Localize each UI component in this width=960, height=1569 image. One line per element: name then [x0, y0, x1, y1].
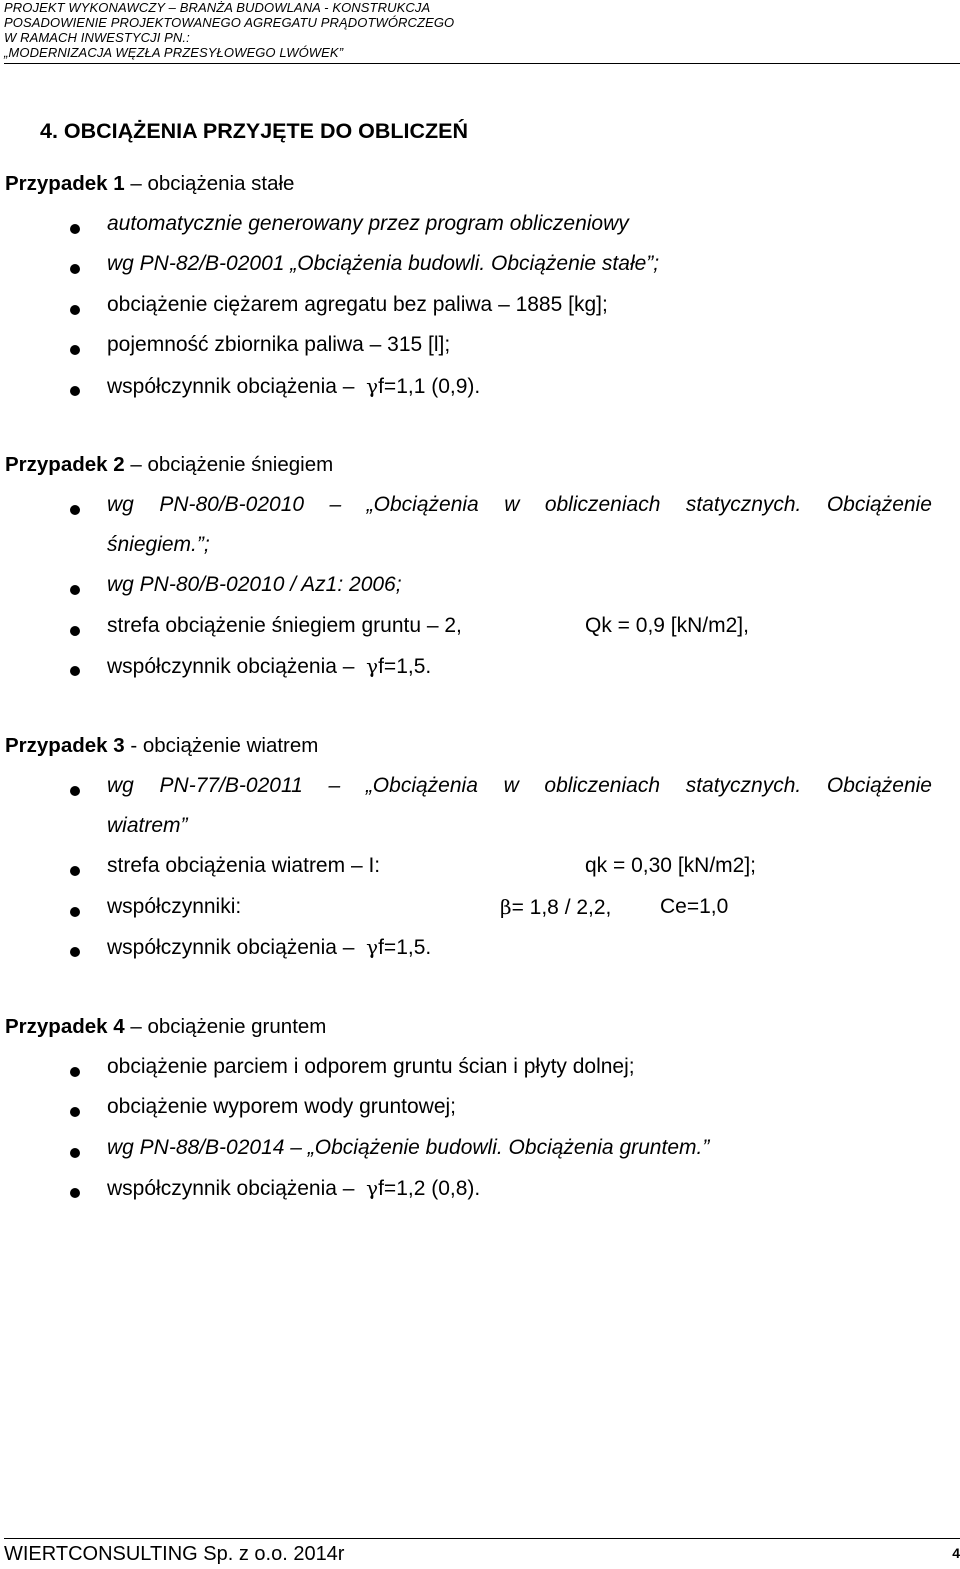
case4-item-4-value: f=1,2 (0,8). [378, 1177, 481, 1200]
word: Obciążenie [826, 774, 932, 797]
case1-item-5 [107, 373, 480, 400]
case2-item-1-cont: śniegiem.”; [107, 533, 210, 556]
case3-item-2-text: strefa obciążenia wiatrem – I: [107, 854, 381, 877]
case3-item-4 [107, 934, 431, 961]
gamma-symbol: γ [366, 654, 379, 678]
case3-item-4-text: współczynnik obciążenia – [107, 936, 355, 959]
case1-desc: – obciążenia stałe [124, 172, 295, 195]
bullet [70, 1107, 80, 1117]
case2-heading [5, 452, 333, 478]
word: statycznych. [685, 774, 802, 797]
case4-item-3: wg PN-88/B-02014 – „Obciążenie budowli. Obciążenia gruntem.” [107, 1136, 710, 1159]
bullet [70, 626, 80, 636]
word: wg [107, 774, 134, 797]
case3-item-3-value [500, 894, 611, 921]
case4-heading [5, 1014, 326, 1040]
case2-item-3-text: strefa obciążenie śniegiem gruntu – 2, [107, 614, 462, 637]
case1-item-5-value: f=1,1 (0,9). [378, 375, 481, 398]
word: w [503, 774, 519, 797]
case2-item-3-value: Qk = 0,9 [kN/m2], [585, 614, 749, 637]
word: PN-80/B-02010 [159, 493, 305, 516]
bullet [70, 1188, 80, 1198]
bullet [70, 907, 80, 917]
case1-item-5-text: współczynnik obciążenia – [107, 375, 355, 398]
page-number: 4 [952, 1545, 960, 1561]
case3-item-1 [107, 773, 932, 799]
bullet [70, 1067, 80, 1077]
case3-item-2-value: qk = 0,30 [kN/m2]; [585, 854, 756, 877]
case3-label: Przypadek 3 [5, 734, 125, 757]
case2-item-2: wg PN-80/B-02010 / Az1: 2006; [107, 573, 402, 596]
bullet [70, 947, 80, 957]
case2-item-4-value: f=1,5. [378, 655, 432, 678]
page-header [4, 0, 960, 64]
header-line-3: W RAMACH INWESTYCJI PN.: [4, 30, 190, 45]
word: „Obciążenia [365, 774, 478, 797]
gamma-symbol: γ [366, 935, 379, 959]
case1-heading [5, 171, 294, 197]
bullet [70, 666, 80, 676]
case1-item-3: obciążenie ciężarem agregatu bez paliwa – 1885 [kg]; [107, 293, 608, 316]
bullet [70, 866, 80, 876]
case4-item-2: obciążenie wyporem wody gruntowej; [107, 1095, 457, 1118]
header-line-1: PROJEKT WYKONAWCZY – BRANŻA BUDOWLANA - KONSTRUKCJA [4, 0, 431, 15]
case2-item-4 [107, 653, 431, 680]
case3-item-1-cont: wiatrem” [107, 814, 188, 837]
word: obliczeniach [544, 774, 660, 797]
page-footer [4, 1538, 960, 1569]
case3-ce-value: Ce=1,0 [660, 895, 729, 918]
bullet [70, 786, 80, 796]
case3-item-3-text: współczynniki: [107, 895, 242, 918]
word: w [504, 493, 520, 516]
case4-item-4-text: współczynnik obciążenia – [107, 1177, 355, 1200]
bullet [70, 386, 80, 396]
word: wg [107, 493, 134, 516]
gamma-symbol: γ [366, 374, 379, 398]
word: „Obciążenia [366, 493, 479, 516]
header-line-4: „MODERNIZACJA WĘZŁA PRZESYŁOWEGO LWÓWEK” [4, 45, 344, 60]
bullet [70, 505, 80, 515]
word: statycznych. [685, 493, 802, 516]
case2-desc: – obciążenie śniegiem [124, 453, 334, 476]
beta-symbol: β [500, 895, 512, 919]
case3-beta-value: = 1,8 / 2,2, [511, 896, 612, 919]
case1-item-2: wg PN-82/B-02001 „Obciążenia budowli. Obciążenie stałe”; [107, 252, 660, 275]
case4-desc: – obciążenie gruntem [124, 1015, 327, 1038]
gamma-symbol: γ [366, 1176, 379, 1200]
case2-label: Przypadek 2 [5, 453, 125, 476]
word: obliczeniach [544, 493, 661, 516]
footer-company: WIERTCONSULTING Sp. z o.o. 2014r [4, 1543, 345, 1565]
bullet [70, 345, 80, 355]
case1-item-1: automatycznie generowany przez program obliczeniowy [107, 212, 629, 235]
bullet [70, 1148, 80, 1158]
word: – [328, 774, 341, 797]
word: PN-77/B-02011 [159, 774, 303, 797]
case2-item-1 [107, 492, 932, 518]
bullet [70, 305, 80, 315]
bullet [70, 224, 80, 234]
case1-item-4: pojemność zbiornika paliwa – 315 [l]; [107, 333, 451, 356]
section-title: 4. OBCIĄŻENIA PRZYJĘTE DO OBLICZEŃ [40, 119, 469, 143]
case4-label: Przypadek 4 [5, 1015, 125, 1038]
word: Obciążenie [826, 493, 932, 516]
case1-label: Przypadek 1 [5, 172, 125, 195]
case3-heading [5, 733, 318, 759]
case4-item-1: obciążenie parciem i odporem gruntu ścian i płyty dolnej; [107, 1055, 635, 1078]
bullet [70, 585, 80, 595]
case3-desc: - obciążenie wiatrem [124, 734, 319, 757]
word: – [329, 493, 342, 516]
case2-item-4-text: współczynnik obciążenia – [107, 655, 355, 678]
case3-item-4-value: f=1,5. [378, 936, 432, 959]
header-line-2: POSADOWIENIE PROJEKTOWANEGO AGREGATU PRĄDOTWÓRCZEGO [4, 15, 455, 30]
case4-item-4 [107, 1175, 480, 1202]
bullet [70, 264, 80, 274]
